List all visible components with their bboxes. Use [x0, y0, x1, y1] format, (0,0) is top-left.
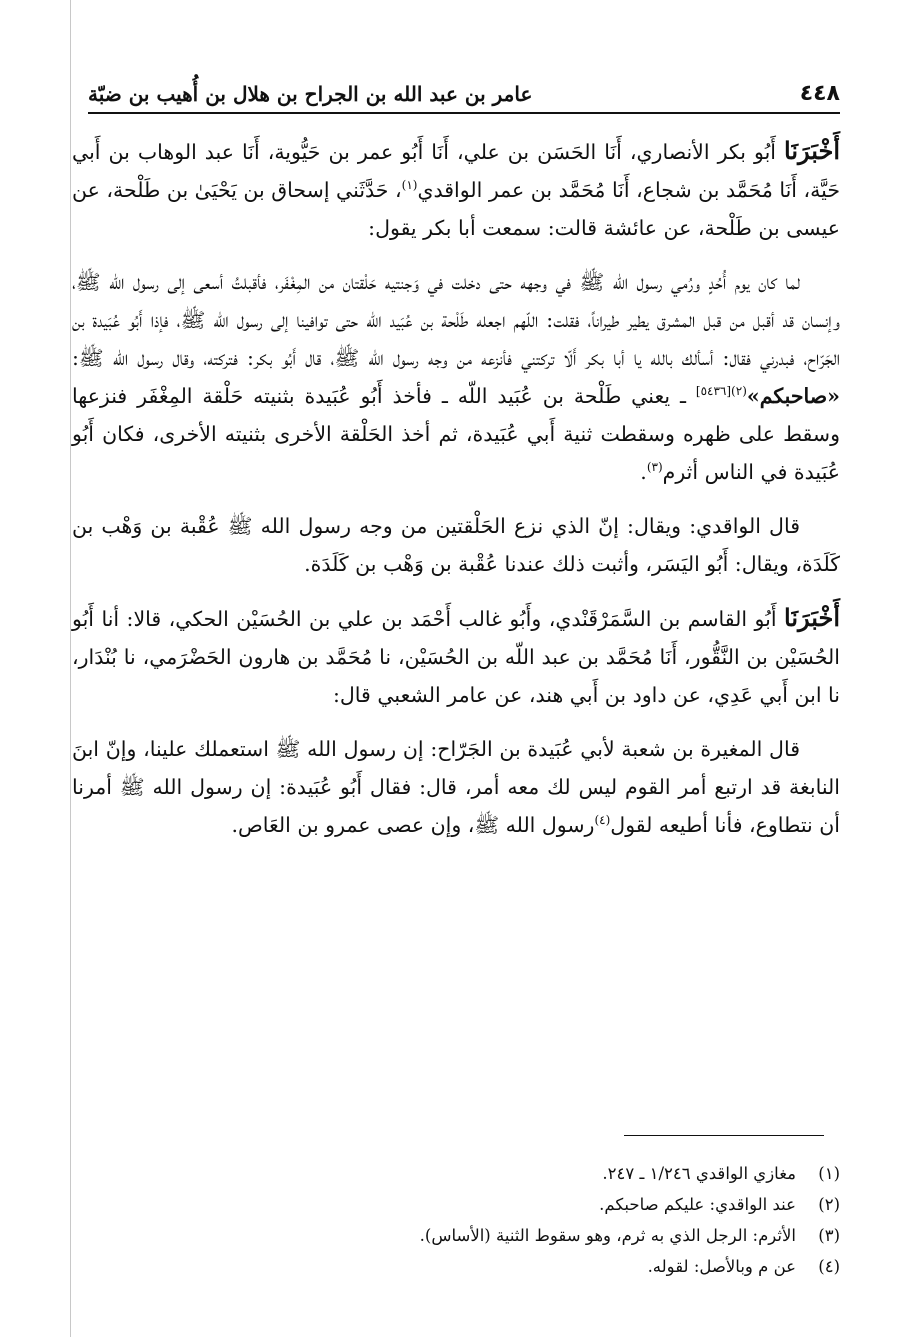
akhbarana-lead: أَخْبَرَنَا: [784, 136, 840, 165]
paragraph-4: [72, 599, 840, 714]
footnote-text: مغازي الواقدي ١/٢٤٦ ـ ٢٤٧.: [602, 1164, 796, 1183]
footnote-number: (٤): [818, 1257, 840, 1276]
paragraph-text: ـ يعني طَلْحة بن عُبَيد اللّه ـ فأخذ أَبُو عُبَيدة بثنيته حَلْقة المِغْفَر فنزعها وسقط على ظهره وسقطت ثنية أَبي عُبَيدة، ثم أخذ الحَلْقة الأخرى بثنيته الأخرى، فكان أَبُو عُبَيدة في الناس أثرم: [72, 384, 840, 484]
footnote-text: عند الواقدي: عليكم صاحبكم.: [599, 1195, 796, 1214]
quote: «صاحبكم»: [746, 384, 840, 408]
footnote-ref: (٣): [646, 460, 663, 475]
footnote-item: [84, 1220, 840, 1251]
footnote-text: الأثرم: الرجل الذي به ثرم، وهو سقوط الثنية (الأساس).: [419, 1226, 796, 1245]
paragraph-text: قال الواقدي: ويقال: إنّ الذي نزع الحَلْقتين من وجه رسول الله ﷺ عُقْبة بن وَهْب بن كَلَدَة، ويقال: أَبُو اليَسَر، وأثبت ذلك عندنا عُقْبة بن وَهْب بن كَلَدَة.: [72, 514, 840, 576]
main-text: [72, 132, 840, 860]
page-header: [88, 66, 840, 114]
footnotes: [84, 1158, 840, 1282]
paragraph-5: [72, 730, 840, 844]
footnote-item: [84, 1251, 840, 1282]
footnote-number: (٢): [818, 1195, 840, 1214]
margin-line: [70, 0, 71, 1337]
akhbarana-lead: أَخْبَرَنَا: [784, 603, 840, 632]
running-title: عامر بن عبد الله بن الجراح بن هلال بن أُهيب بن ضبّة: [88, 82, 533, 106]
paragraph-2: [72, 263, 840, 491]
footnote-item: [84, 1189, 840, 1220]
paragraph-text: ، حَدَّثَني إسحاق بن يَحْيَىٰ بن طَلْحة، عن عيسى بن طَلْحة، عن عائشة قالت: سمعت أبا بكر يقول:: [72, 178, 840, 240]
paragraph-text: رسول الله ﷺ، وإن عصى عمرو بن العَاص.: [231, 813, 595, 837]
page-number: ٤٤٨: [799, 81, 840, 106]
paragraph-text: أَبُو بكر الأنصاري، أَنَا الحَسَن بن علي، أَنَا أَبُو عمر بن حَيُّوية، أَنَا عبد الوهاب بن أَبي حَيَّة، أَنَا مُحَمَّد بن شجاع، أَنَا مُحَمَّد بن عمر الواقدي: [72, 140, 840, 202]
footnote-text: عن م وبالأصل: لقوله.: [647, 1257, 796, 1276]
footnote-ref: (٢)[٥٤٣٦]: [695, 384, 747, 399]
paragraph-text: .: [640, 460, 647, 484]
paragraph-text: لما كان يوم أُحُدٍ ورُمي رسول الله ﷺ في وجهه حتى دخلت في وَجنتيه حَلْقتان من المِغْفَر، فأقبلتُ أسعى إلى رسول الله ﷺ، وإنسان قد أقبل من قبل المشرق يطير طيراناً، فقلت: اللّهم اجعله طَلْحة بن عُبَيد اللّه حتى توافينا إلى رسول الله ﷺ، فإذا أَبُو عُبَيدة بن الجَرّاح، فبدرني فقال: أسألك بالله يا أبا بكر أَلّا تركتني فأنزعه من وجه رسول الله ﷺ، قال أَبُو بكر: فتركته، وقال رسول الله ﷺ:: [72, 270, 840, 370]
paragraph-1: [72, 132, 840, 247]
footnote-separator: [624, 1135, 824, 1136]
paragraph-text: قال المغيرة بن شعبة لأبي عُبَيدة بن الجَرّاح: إن رسول الله ﷺ استعملك علينا، وإنّ ابنَ النابغة قد ارتبع أمر القوم ليس لك معه أمر، قال: فقال أَبُو عُبَيدة: إن رسول الله ﷺ أمرنا أن نتطاوع، فأنا أطيعه لقول: [72, 737, 840, 837]
footnote-ref: (٤): [594, 813, 611, 828]
footnote-number: (١): [818, 1164, 840, 1183]
paragraph-text: أَبُو القاسم بن السَّمَرْقَنْدي، وأَبُو غالب أَحْمَد بن علي بن الحُسَيْن الحكي، قالا: أنا أَبُو الحُسَيْن بن النَّقُّور، أَنَا مُحَمَّد بن عبد اللّه بن الحُسَيْن، نا مُحَمَّد بن هارون الحَضْرَمي، نا بُنْدَار، نا ابن أَبي عَدِي، عن داود بن أَبي هند، عن عامر الشعبي قال:: [72, 607, 840, 707]
footnote-ref: (١): [401, 178, 418, 193]
footnote-item: [84, 1158, 840, 1189]
footnote-number: (٣): [818, 1226, 840, 1245]
paragraph-3: [72, 507, 840, 583]
